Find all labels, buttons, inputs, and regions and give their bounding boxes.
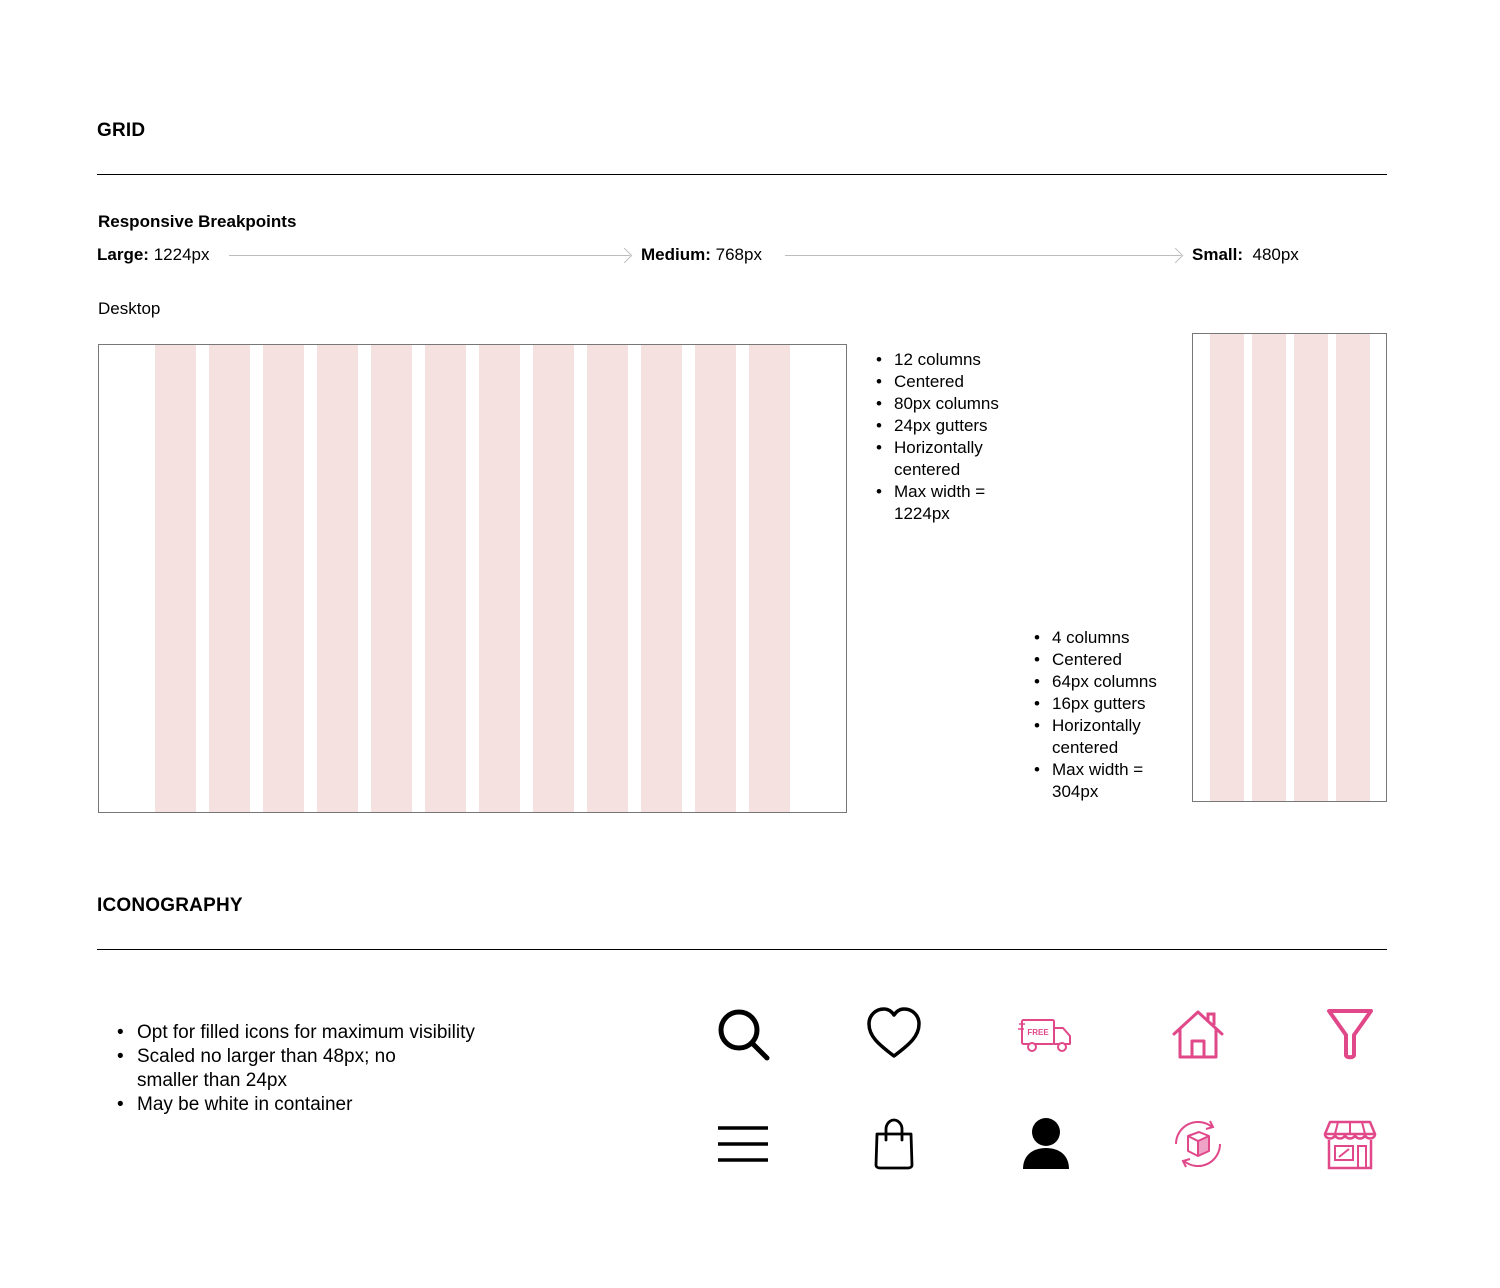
spec-item: • 24px gutters — [894, 415, 1012, 437]
breakpoint-large-value: 1224px — [153, 245, 210, 264]
grid-column — [317, 345, 358, 812]
spec-item: • Max width = 1224px — [894, 481, 1012, 525]
grid-column — [155, 345, 196, 812]
grid-column — [371, 345, 412, 812]
spec-item: • 64px columns — [1052, 671, 1182, 693]
iconography-section-title: ICONOGRAPHY — [97, 895, 243, 916]
breakpoint-medium-value: 768px — [715, 245, 762, 264]
grid-column — [587, 345, 628, 812]
breakpoint-small-label: Small: — [1192, 245, 1244, 264]
breakpoints-title: Responsive Breakpoints — [98, 212, 297, 231]
spec-item: • 12 columns — [894, 349, 1012, 371]
grid-divider — [97, 174, 1387, 175]
iconography-divider — [97, 949, 1387, 950]
heart-icon — [864, 1004, 924, 1064]
spec-item: • 4 columns — [1052, 627, 1182, 649]
desktop-label: Desktop — [98, 299, 161, 318]
grid-column — [1252, 334, 1286, 801]
arrow-right-icon — [1168, 248, 1184, 264]
grid-column — [263, 345, 304, 812]
shopping-bag-icon — [864, 1114, 924, 1174]
guideline-item: • May be white in container — [137, 1093, 475, 1117]
breakpoint-arrow-line — [229, 255, 630, 256]
grid-column — [209, 345, 250, 812]
grid-column — [1210, 334, 1244, 801]
spec-item: • Horizontally centered — [894, 437, 1012, 481]
breakpoint-medium-label: Medium: — [641, 245, 711, 264]
grid-column — [1294, 334, 1328, 801]
grid-column — [533, 345, 574, 812]
spec-item: • Centered — [894, 371, 1012, 393]
grid-column — [425, 345, 466, 812]
grid-column — [695, 345, 736, 812]
grid-column — [1336, 334, 1370, 801]
truck-free-text: FREE — [1027, 1028, 1049, 1037]
grid-column — [641, 345, 682, 812]
return-box-icon — [1168, 1114, 1228, 1174]
breakpoint-medium — [641, 245, 762, 265]
breakpoint-small-value: 480px — [1252, 245, 1299, 264]
breakpoint-small — [1192, 245, 1299, 265]
grid-section-title: GRID — [97, 120, 146, 141]
mobile-grid-specs — [1034, 627, 1182, 803]
breakpoint-large-label: Large: — [97, 245, 149, 264]
grid-column — [749, 345, 790, 812]
spec-item: • 80px columns — [894, 393, 1012, 415]
spec-item: • 16px gutters — [1052, 693, 1182, 715]
spec-item: • Centered — [1052, 649, 1182, 671]
iconography-guidelines — [117, 1021, 475, 1117]
arrow-right-icon — [617, 248, 633, 264]
free-delivery-truck-icon — [1016, 1004, 1076, 1064]
grid-column — [479, 345, 520, 812]
storefront-icon — [1320, 1114, 1380, 1174]
guideline-item: • Opt for filled icons for maximum visibility — [137, 1021, 475, 1045]
spec-item: • Max width = 304px — [1052, 759, 1182, 803]
desktop-grid-frame — [98, 344, 847, 813]
desktop-grid-specs — [876, 349, 1012, 525]
breakpoint-arrow-line — [785, 255, 1181, 256]
filter-icon — [1320, 1004, 1380, 1064]
menu-icon — [713, 1114, 773, 1174]
spec-item: • Horizontally centered — [1052, 715, 1182, 759]
search-icon — [713, 1004, 773, 1064]
guideline-item: • Scaled no larger than 48px; no smaller than 24px — [137, 1045, 475, 1093]
breakpoint-large — [97, 245, 209, 265]
home-icon — [1168, 1004, 1228, 1064]
user-icon — [1016, 1114, 1076, 1174]
mobile-grid-frame — [1192, 333, 1387, 802]
